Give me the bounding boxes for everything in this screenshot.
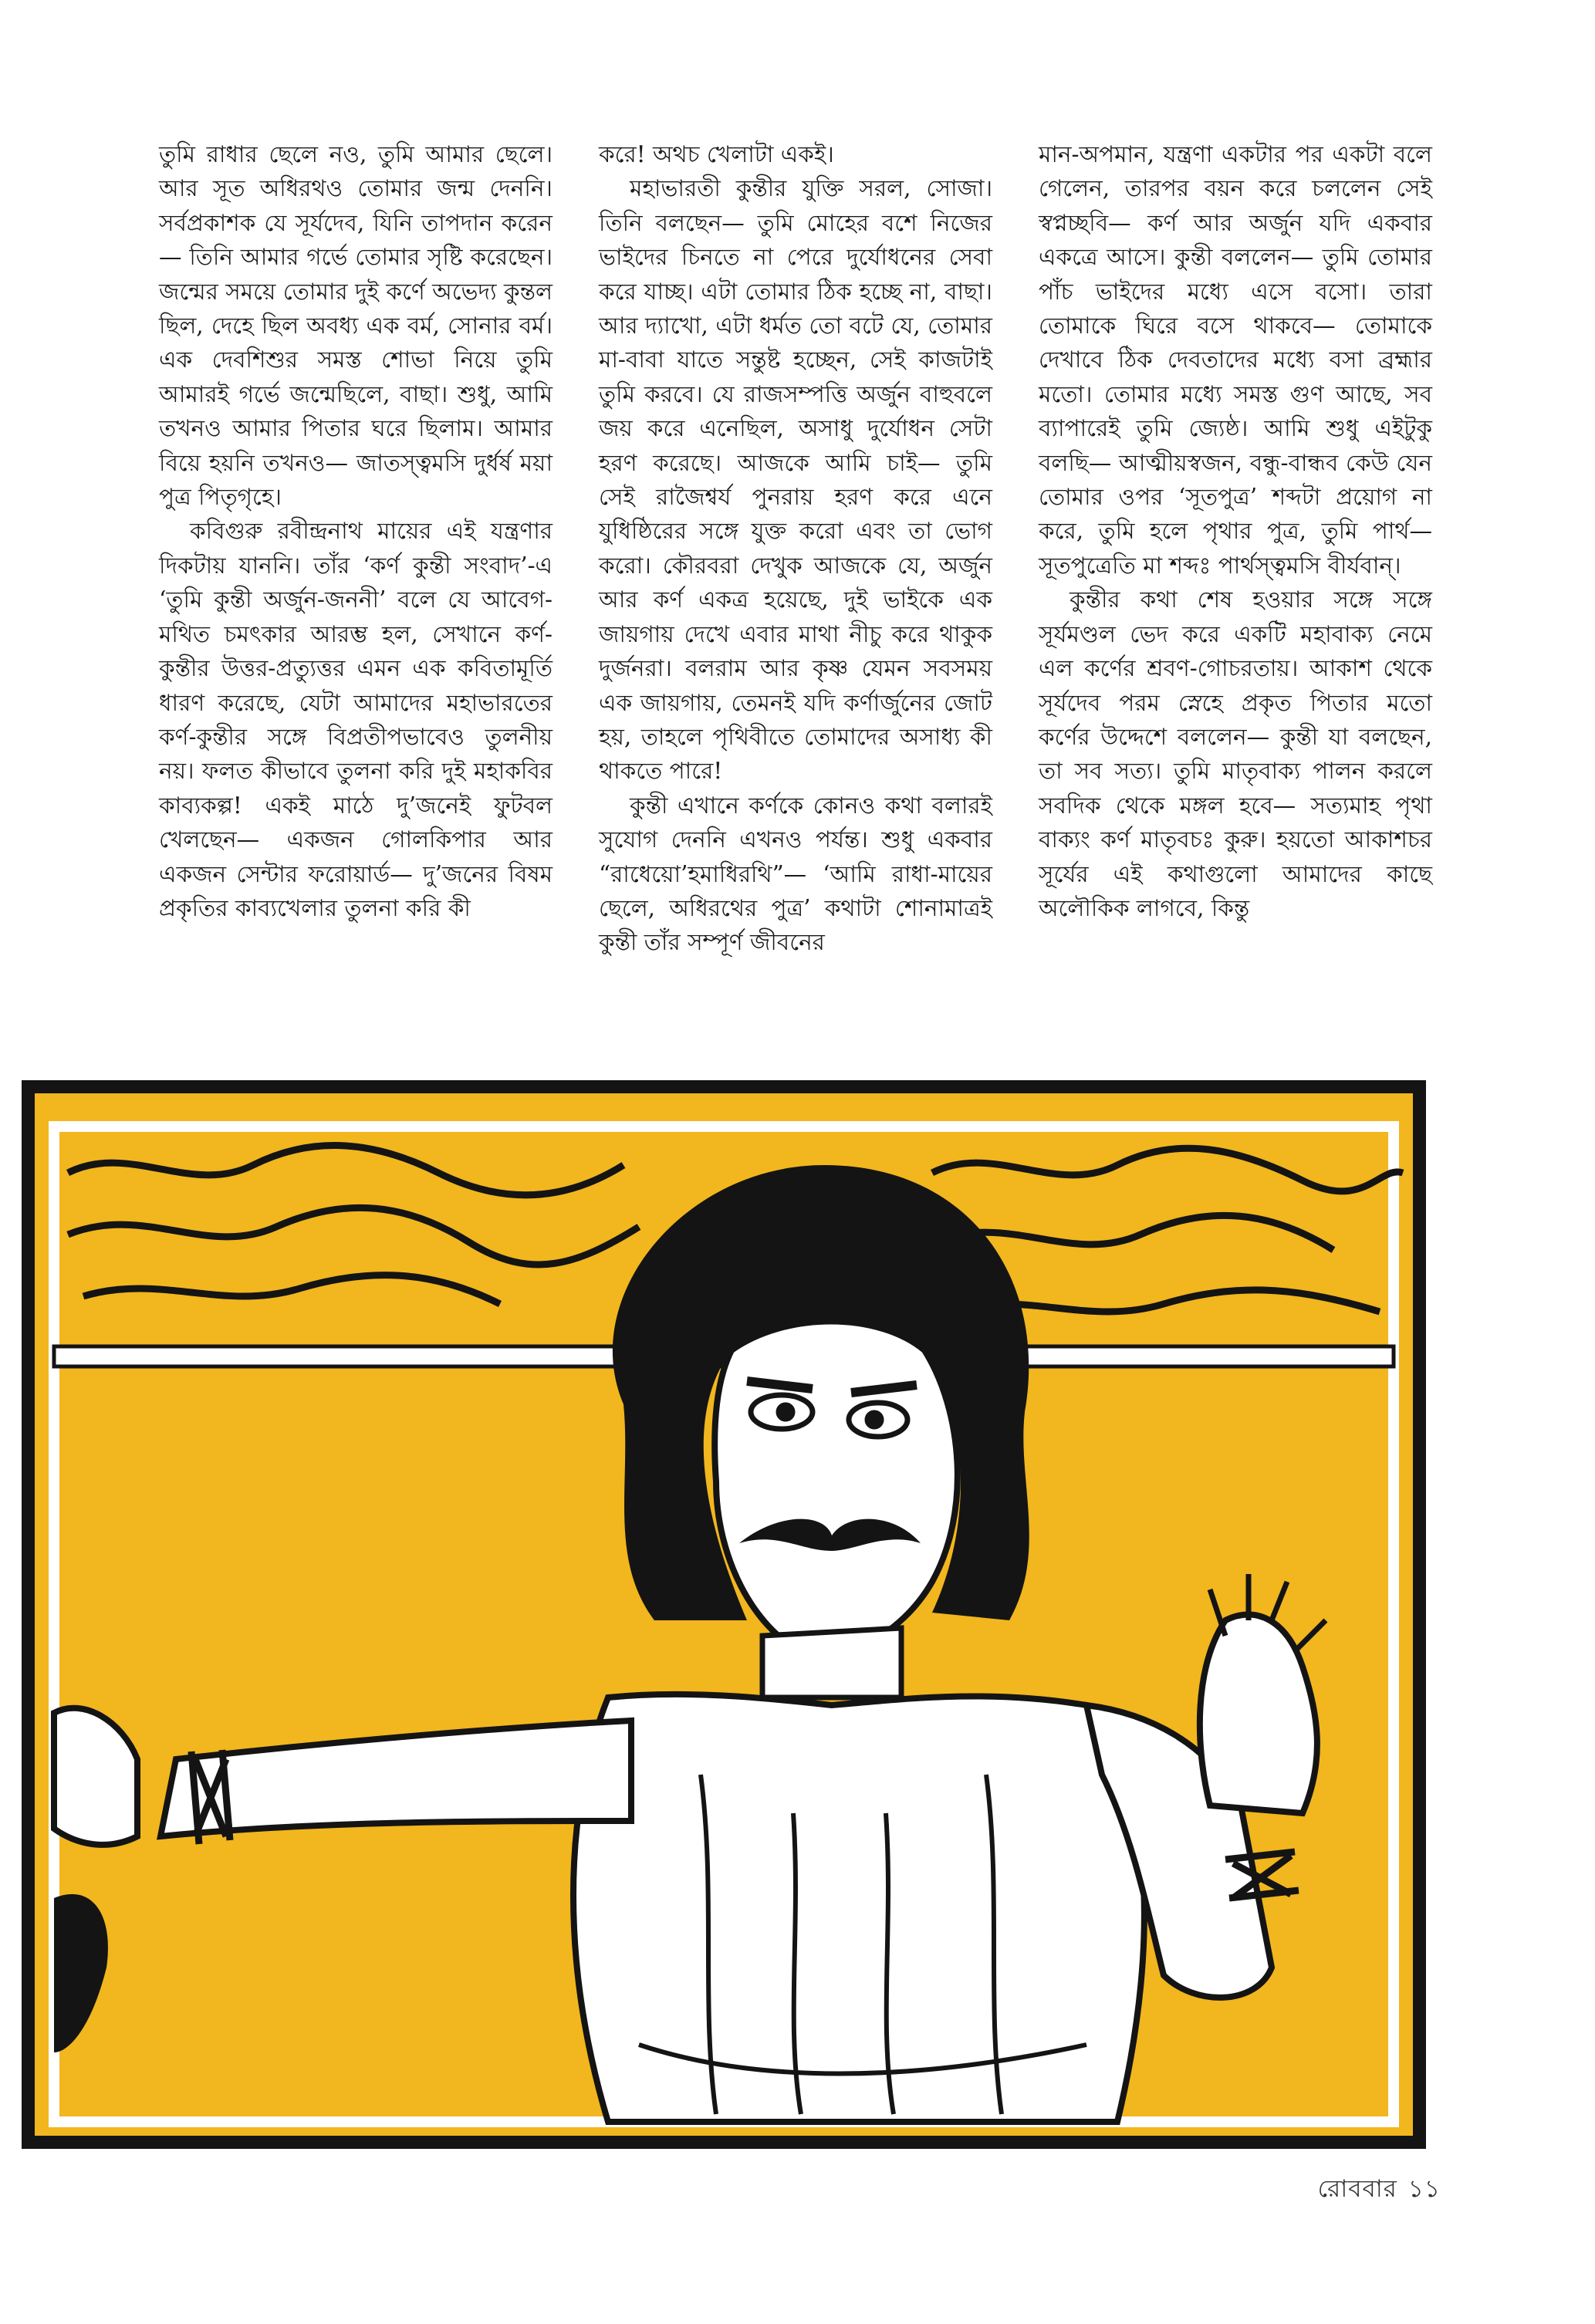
article-text — [159, 137, 1432, 1009]
paragraph: কবিগুরু রবীন্দ্রনাথ মায়ের এই যন্ত্রণার দিকটায় যাননি। তাঁর ‘কর্ণ কুন্তী সংবাদ’-এ ‘তুমি কুন্তী অর্জুন-জননী’ বলে যে আবেগ-মথিত চমৎকার আরম্ভ হল, সেখানে কর্ণ-কুন্তীর উত্তর-প্রত্যুত্তর এমন এক কবিতামূর্তি ধারণ করেছে, যেটা আমাদের মহাভারতের কর্ণ-কুন্তীর সঙ্গে বিপ্রতীপভাবেও তুলনীয় নয়। ফলত কীভাবে তুলনা করি দুই মহাকবির কাব্যকল্প! একই মাঠে দু’জনেই ফুটবল খেলছেন— একজন গোলকিপার আর একজন সেন্টার ফরোয়ার্ড— দু’জনের বিষম প্রকৃতির কাব্যখেলার তুলনা করি কী — [159, 518, 553, 921]
paragraph: মান-অপমান, যন্ত্রণা একটার পর একটা বলে গেলেন, তারপর বয়ন করে চললেন সেই স্বপ্নচ্ছবি— কর্ণ আর অর্জুন যদি একবার একত্রে আসে। কুন্তী বললেন— তুমি তোমার পাঁচ ভাইদের মধ্যে এসে বসো। তারা তোমাকে ঘিরে বসে থাকবে— তোমাকে দেখাবে ঠিক দেবতাদের মধ্যে বসা ব্রহ্মার মতো। তোমার মধ্যে সমস্ত গুণ আছে, সব ব্যাপারেই তুমি জ্যেষ্ঠ। আমি শুধু এইটুকু বলছি— আত্মীয়স্বজন, বন্ধু-বান্ধব কেউ যেন তোমার ওপর ‘সূতপুত্র’ শব্দটা প্রয়োগ না করে, তুমি হলে পৃথার পুত্র, তুমি পার্থ— সূতপুত্রেতি মা শব্দঃ পার্থস্ত্বমসি বীর্যবান্। — [1039, 141, 1432, 579]
magazine-name: রোববার — [1317, 2175, 1397, 2203]
paragraph: কুন্তীর কথা শেষ হওয়ার সঙ্গে সঙ্গে সূর্যমণ্ডল ভেদ করে একটি মহাবাক্য নেমে এল কর্ণের শ্রবণ-গোচরতায়। আকাশ থেকে সূর্যদেব পরম স্নেহে প্রকৃত পিতার মতো কর্ণের উদ্দেশে বললেন— কুন্তী যা বলছেন, তা সব সত্য। তুমি মাতৃবাক্য পালন করলে সবদিক থেকে মঙ্গল হবে— সত্যমাহ পৃথা বাক্যং কর্ণ মাতৃবচঃ কুরু। হয়তো আকাশচর সূর্যের এই কথাগুলো আমাদের কাছে অলৌকিক লাগবে, কিন্তু — [1039, 586, 1432, 921]
page-footer — [1307, 2170, 1441, 2211]
paragraph: করে! অথচ খেলাটা একই। — [599, 141, 834, 167]
robe — [573, 1694, 1144, 2122]
paragraph: তুমি রাধার ছেলে নও, তুমি আমার ছেলে। আর সূত অধিরথও তোমার জন্ম দেননি। সর্বপ্রকাশক যে সূর্যদেব, যিনি তাপদান করেন— তিনি আমার গর্ভে তোমার সৃষ্টি করেছেন। জন্মের সময়ে তোমার দুই কর্ণে অভেদ্য কুন্তল ছিল, দেহে ছিল অবধ্য এক বর্ম, সোনার বর্ম। এক দেবশিশুর সমস্ত শোভা নিয়ে তুমি আমারই গর্ভে জন্মেছিলে, বাছা। শুধু, আমি তখনও আমার পিতার ঘরে ছিলাম। আমার বিয়ে হয়নি তখনও— জাতস্ত্বমসি দুর্ধর্ষ ময়া পুত্র পিতৃগৃহে। — [159, 141, 553, 511]
karna-illustration — [22, 1080, 1426, 2149]
text-column-2 — [599, 137, 992, 960]
text-column-3 — [1039, 137, 1432, 925]
paragraph: কুন্তী এখানে কর্ণকে কোনও কথা বলারই সুযোগ দেননি এখনও পর্যন্ত। শুধু একবার “রাধেয়ো’হমাধিরথি”— ‘আমি রাধা-মায়ের ছেলে, অধিরথের পুত্র’ কথাটা শোনামাত্রই কুন্তী তাঁর সম্পূর্ণ জীবনের — [599, 792, 992, 956]
text-column-1 — [159, 137, 553, 925]
page-number: ১১ — [1407, 2175, 1441, 2203]
illustration-svg — [22, 1080, 1426, 2149]
paragraph: মহাভারতী কুন্তীর যুক্তি সরল, সোজা। তিনি বলছেন— তুমি মোহের বশে নিজের ভাইদের চিনতে না পেরে দুর্যোধনের সেবা করে যাচ্ছ। এটা তোমার ঠিক হচ্ছে না, বাছা। আর দ্যাখো, এটা ধর্মত তো বটে যে, তোমার মা-বাবা যাতে সন্তুষ্ট হচ্ছেন, সেই কাজটাই তুমি করবে। যে রাজসম্পত্তি অর্জুন বাহুবলে জয় করে এনেছিল, অসাধু দুর্যোধন সেটা হরণ করেছে। আজকে আমি চাই— তুমি সেই রাজৈশ্বর্য পুনরায় হরণ করে এনে যুধিষ্ঠিরের সঙ্গে যুক্ত করো এবং তা ভোগ করো। কৌরবরা দেখুক আজকে যে, অর্জুন আর কর্ণ একত্র হয়েছে, দুই ভাইকে এক জায়গায় দেখে এবার মাথা নীচু করে থাকুক দুর্জনরা। বলরাম আর কৃষ্ণ যেমন সবসময় এক জায়গায়, তেমনই যদি কর্ণার্জুনের জোট হয়, তাহলে পৃথিবীতে তোমাদের অসাধ্য কী থাকতে পারে! — [599, 175, 992, 785]
neck — [762, 1628, 901, 1697]
